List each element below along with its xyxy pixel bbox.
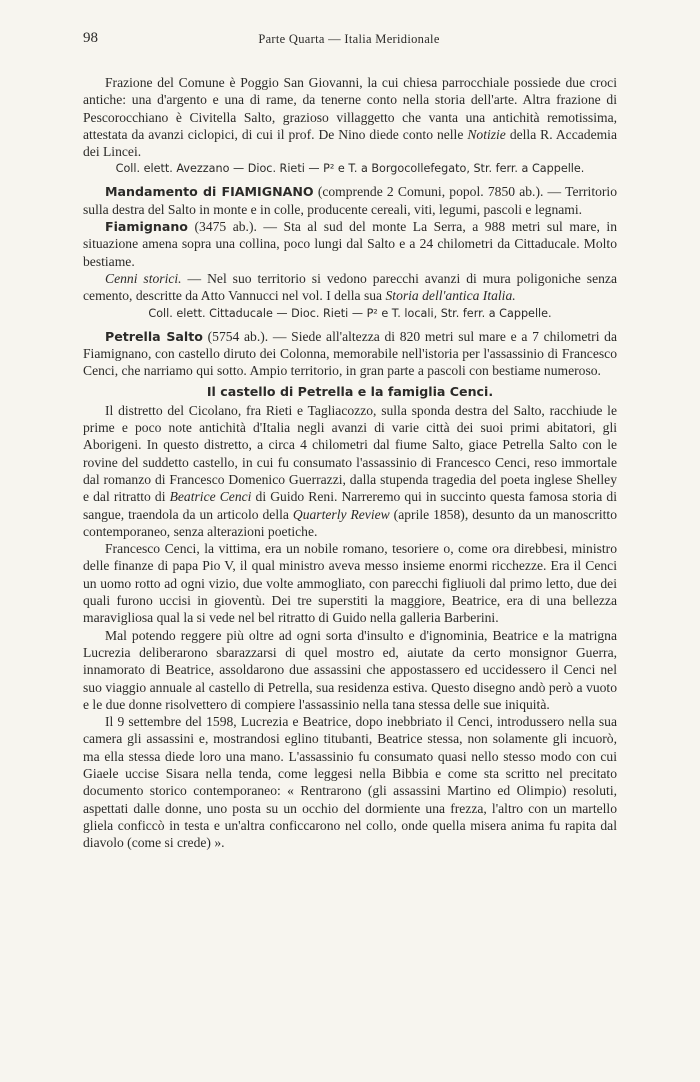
entry-heading: Fiamignano	[105, 219, 188, 235]
paragraph-fiamignano: Fiamignano (3475 ab.). — Sta al sud del monte La Serra, a 988 metri sul mare, in situazione amena sopra una collina, poco lungi dal Salto e a 24 chilometri da Cittaducale. Molto bestiame.	[83, 219, 617, 269]
page-header	[83, 30, 615, 52]
paragraph-mandamento: Mandamento di FIAMIGNANO (comprende 2 Comuni, popol. 7850 ab.). — Territorio sulla destra del Salto in monte e in colle, producente cereali, viti, legumi, pascoli e legnami.	[83, 184, 617, 217]
paragraph-mal-potendo: Mal potendo reggere più oltre ad ogni sorta d'insulto e d'ignominia, Beatrice e la matrigna Lucrezia deliberarono sbarazzarsi di quel mostro ed, aiutate da certo monsignor Guerra, innamorato di Beatrice, assoldarono due assassini che appostassero ed uccidessero il Cenci nel suo viaggio annuale al castello di Petrella, sua residenza estiva. Questo disegno andò però a vuoto e le due donne risolvettero di compiere l'assassinio nella tana stessa delle sue iniquità.	[83, 627, 617, 712]
paragraph-distretto: Il distretto del Cicolano, fra Rieti e Tagliacozzo, sulla sponda destra del Salto, racchiude le prime e poco note antichità d'Italia negli avanzi di varie città dei suoi primi abitatori, gli Aborigeni. In questo distretto, a circa 4 chilometri dal fiume Salto, giace Petrella Salto con le rovine del suddetto castello, in cui fu consumato l'assassinio di Francesco Cenci, reso immortale dal romanzo di Francesco Domenico Guerrazzi, dalla stupenda tragedia del poeta inglese Shelley e dal ritratto di Beatrice Cenci di Guido Reni. Narreremo qui in succinto questa famosa storia di sangue, traendola da un articolo della Quarterly Review (aprile 1858), desunto da un manoscritto contemporaneo, senza alterazioni poetiche.	[83, 402, 617, 539]
title-notizie: Notizie	[467, 126, 506, 142]
paragraph-frazione: Frazione del Comune è Poggio San Giovanni, la cui chiesa parrocchiale possiede due croci antiche: una d'argento e una di rame, da tenerne conto nella storia dell'arte. Altra frazione di Pescorocchiano è Civitella Salto, grazioso villaggetto che vanta una antichità remotissima, attestata da avanzi ciclopici, di cui il prof. De Nino diede conto nelle Notizie della R. Accademia dei Lincei.	[83, 75, 617, 160]
page-body	[83, 74, 617, 851]
entry-heading: Petrella Salto	[105, 328, 203, 344]
electoral-note-cittaducale: Coll. elett. Cittaducale — Dioc. Rieti — P² e T. locali, Str. ferr. a Cappelle.	[148, 306, 552, 320]
running-title: Parte Quarta — Italia Meridionale	[258, 32, 440, 46]
paragraph-petrella: Petrella Salto (5754 ab.). — Siede all'altezza di 820 metri sul mare e a 7 chilometri da Fiamignano, con castello diruto dei Colonna, memorabile nell'istoria per l'assassinio di Francesco Cenci, che narriamo qui sotto. Ampio territorio, in gran parte a pascoli con bestiame numeroso.	[83, 328, 617, 379]
electoral-note-avezzano: Coll. elett. Avezzano — Dioc. Rieti — P² e T. a Borgocollefegato, Str. ferr. a Cappelle.	[115, 162, 585, 176]
entry-heading: Mandamento di FIAMIGNANO	[105, 184, 314, 200]
page-number: 98	[83, 30, 98, 46]
section-heading: Il castello di Petrella e la famiglia Cenci.	[206, 384, 494, 400]
paragraph-francesco: Francesco Cenci, la vittima, era un nobile romano, tesoriere o, come ora direbbesi, ministro delle finanze di papa Pio V, il qual ministro aveva messo insieme enormi ricchezze. Era il Cenci un uomo rotto ad ogni vizio, due volte ammogliato, con parecchi figliuoli dal primo letto, due dei quali furono uccisi in gioventù. Dei tre superstiti la maggiore, Beatrice, era di una bellezza maravigliosa qual la si vede nel bel ritratto di Guido nella galleria Barberini.	[83, 541, 617, 626]
paragraph-settembre: Il 9 settembre del 1598, Lucrezia e Beatrice, dopo inebbriato il Cenci, introdussero nella sua camera gli assassini e, mostrandosi eglino titubanti, Beatrice stessa, non solamente gli incuorò, ma ella stessa diede loro una mano. L'assassinio fu consumato quasi nello stesso modo con cui Giaele uccise Sisara nella tenda, come leggesi nella Bibbia e come sta scritto nel precitato documento storico contemporaneo: « Rentrarono (gli assassini Martino ed Olimpio) resoluti, aspettati dalle donne, uno posta su un occhio del dormiente una frezza, l'altro con un martello gliela conficcò in testa e un'altra conficcarono nel collo, onde quella misera anima fu rapita dal diavolo (come si crede) ».	[83, 714, 617, 851]
paragraph-cenni-storici: Cenni storici. — Nel suo territorio si vedono parecchi avanzi di mura poligoniche senza cemento, descritte da Atto Vannucci nel vol. I della sua Storia dell'antica Italia.	[83, 270, 617, 304]
